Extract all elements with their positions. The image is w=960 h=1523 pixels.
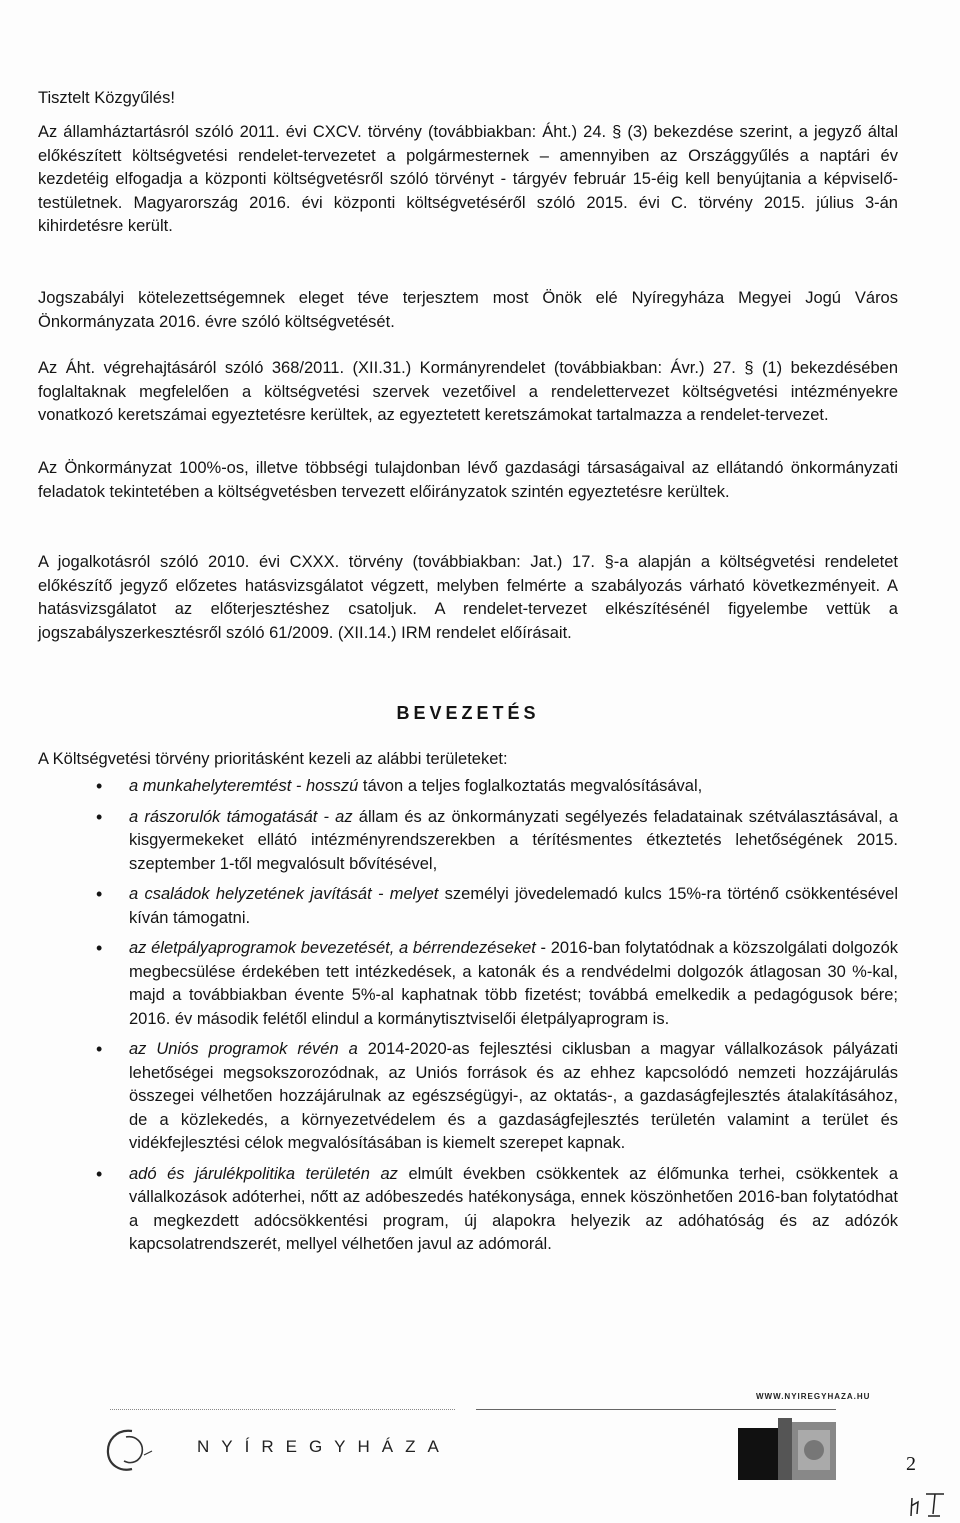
list-item (38, 1163, 898, 1257)
paragraph-aht: Az államháztartásról szóló 2011. évi CXCV. törvény (továbbiakban: Áht.) 24. § (3) bekezdése szerint, a jegyző által előkészített költségvetési rendelet-tervezetet a polgármesternek – amennyiben az Országgyűlés a naptári év kezdetéig elfogadja a központi költségvetésről szóló törvényt - tárgyév február 15-éig kell benyújtania a képviselő-testületnek. Magyarország 2016. évi központi költségvetéséről szóló 2015. évi C. törvény 2015. július 3-án kihirdetésre került. (38, 123, 898, 235)
handwritten-mark-icon (908, 1488, 950, 1520)
footer-divider-right (476, 1409, 836, 1410)
footer-url: WWW.NYIREGYHAZA.HU (756, 1392, 871, 1401)
list-item (38, 883, 898, 930)
list-item-emphasis: a rászorulók támogatását - az (129, 807, 353, 826)
city-logo-icon (104, 1425, 154, 1475)
intro-text: A Költségvetési törvény prioritásként kezeli az alábbi területeket: (38, 750, 508, 768)
paragraph-obligation: Jogszabályi kötelezettségemnek eleget téve terjesztem most Önök elé Nyíregyháza Megyei Jogú Város Önkormányzata 2016. évre szóló költségvetését. (38, 289, 898, 331)
paragraph-companies: Az Önkormányzat 100%-os, illetve többségi tulajdonban lévő gazdasági társaságaival az ellátandó önkormányzati feladatok tekintetében a költségvetésben tervezett előirányzatok szintén egyeztetésre kerültek. (38, 459, 898, 501)
list-item-emphasis: adó és járulékpolitika területén az (129, 1164, 398, 1183)
list-item (38, 937, 898, 1031)
footer-emblem-icon (738, 1418, 836, 1480)
list-item-emphasis: a családok helyzetének javítását - melyet (129, 885, 439, 903)
page-number: 2 (906, 1453, 916, 1475)
paragraph-jat: A jogalkotásról szóló 2010. évi CXXX. törvény (továbbiakban: Jat.) 17. §-a alapján a költségvetési rendeletet előkészítő jegyző előzetes hatásvizsgálatot végzett, melyben felmérte a szabályozás várható következményeit. A hatásvizsgálatot az előterjesztéshez csatoljuk. A rendelet-tervezet elkészítésénél figyelembe vettük a jogszabályszerkesztésről szóló 61/2009. (XII.14.) IRM rendelet előírásait. (38, 553, 898, 642)
list-item (38, 775, 898, 799)
footer-divider-left (110, 1409, 455, 1410)
list-item (38, 1038, 898, 1156)
list-item-text: - 2016-ban folytatódnak a közszolgálati dolgozók megbecsülése érdekében tett intézkedések, a katonák és a rendvédelmi dolgozók átlagosan 30 %-kal, majd a továbbiakban évente 5%-al kaphatnak több fizetést; továbbá emelkedik a pedagógusok bére; 2016. év második felétől elindul a kormánytisztviselői életpályaprogram is. (129, 939, 898, 1028)
salutation: Tisztelt Közgyűlés! (38, 89, 175, 107)
section-heading: BEVEZETÉS (396, 703, 540, 723)
list-item-text: elmúlt években csökkentek az élőmunka terhei, csökkentek a vállalkozások adóterhei, nőtt az adóbeszedés hatékonysága, ennek köszönhetően 2016-ban folytatódhat a megkezdett adócsökkentési program, új alapokra helyezik az adóhatóság és az adózók kapcsolatrendszerét, mellyel vélhetően javul az adómorál. (129, 1164, 899, 1253)
list-item-emphasis: az életpályaprogramok bevezetését, a bérrendezéseket (129, 939, 536, 957)
paragraph-avr: Az Áht. végrehajtásáról szóló 368/2011. (XII.31.) Kormányrendelet (továbbiakban: Ávr.) 27. § (1) bekezdésében foglaltaknak megfelelően a költségvetési szervek vezetőivel a rendelettervezet költségvetési intézményekre vonatkozó keretszámai egyeztetésre kerültek, az egyeztetett keretszámokat tartalmazza a rendelet-tervezet. (38, 359, 898, 424)
list-item-text: távon a teljes foglalkoztatás megvalósításával, (358, 777, 703, 795)
list-item-text: személyi jövedelemadó kulcs 15%-ra történő csökkentésével kíván támogatni. (129, 885, 898, 927)
list-item-text: állam és az önkormányzati segélyezés feladatainak szétválasztásával, a kisgyermekeket ellátó intézményrendszerekben a térítésmentes étkeztetés lehetőségének 2015. szeptember 1-től megvalósult bővítésével, (129, 807, 899, 873)
list-item-text: 2014-2020-as fejlesztési ciklusban a magyar vállalkozások pályázati lehetőségei megsokszorozódnak, az Uniós források és az ehhez kapcsolódó nemzeti hozzájárulás összegei vélhetően hozzájárulnak az egészségügyi-, az oktatás-, a gazdaságfejlesztés átalakításához, de a közlekedés, a környezetvédelem és a gazdaságfejlesztés területén valamint a terület és vidékfejlesztési célok megvalósításában is kiemelt szerepet kapnak. (129, 1040, 898, 1152)
list-item-emphasis: az Uniós programok révén a (129, 1040, 358, 1058)
city-name: NYÍREGYHÁZA (197, 1437, 451, 1456)
priority-list (38, 775, 898, 1264)
list-item-emphasis: a munkahelyteremtést - hosszú (129, 777, 359, 795)
list-item (38, 806, 898, 877)
